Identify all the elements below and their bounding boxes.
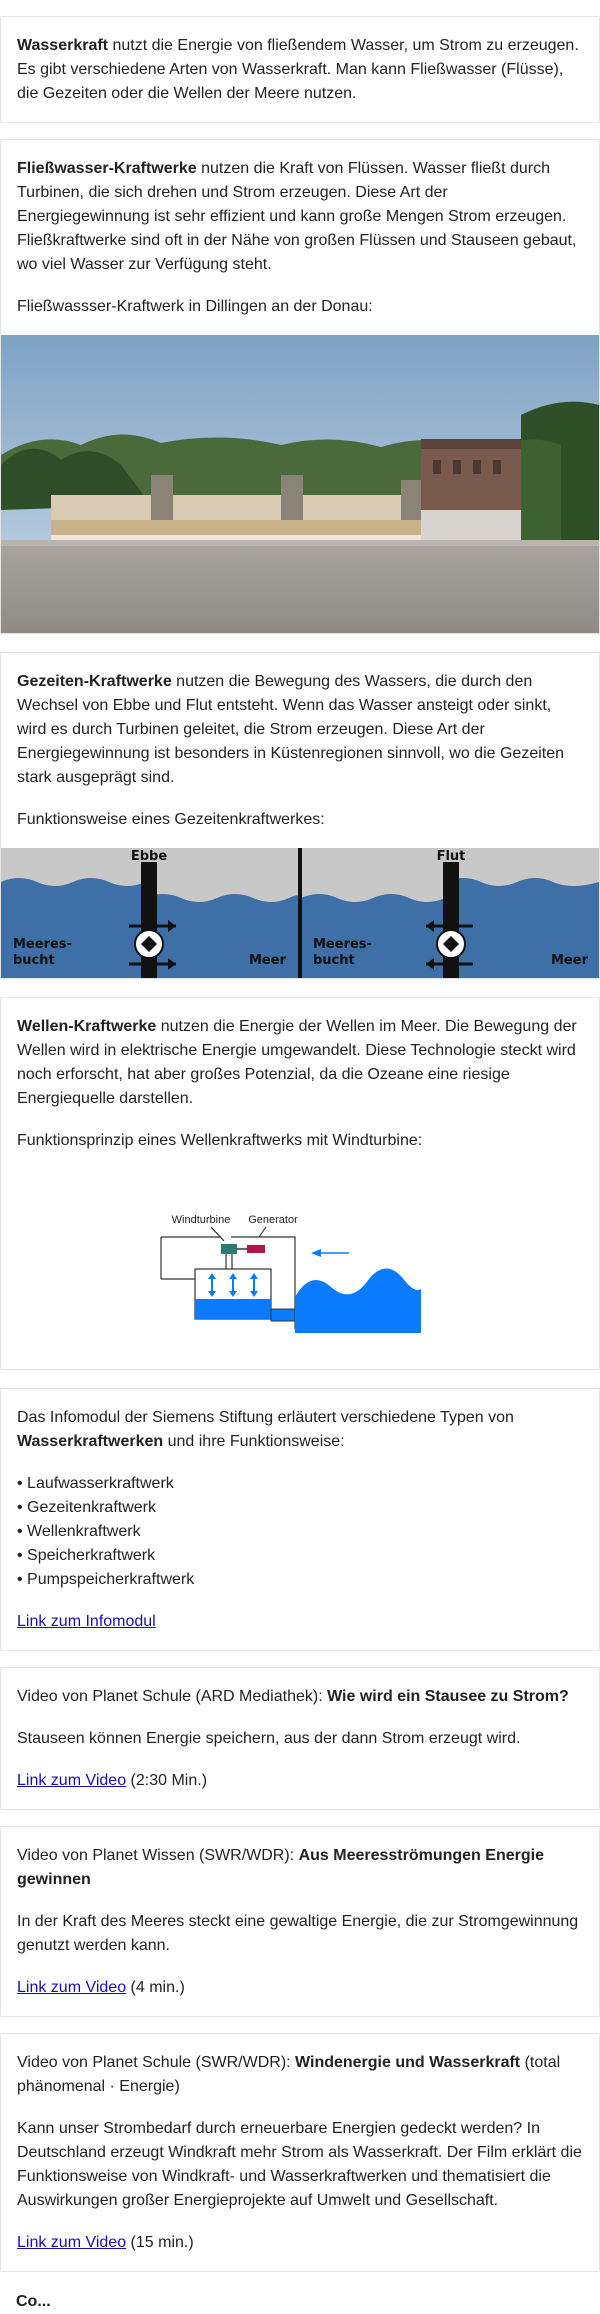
video2-link-line: [17, 1976, 583, 2000]
video1-source: Video von Planet Schule (ARD Mediathek):: [17, 1688, 328, 1705]
video1-heading: [17, 1685, 583, 1709]
generator-icon: [247, 1245, 265, 1253]
tidal-bold: Gezeiten-Kraftwerke: [17, 673, 172, 690]
wave-bold: Wellen-Kraftwerke: [17, 1018, 157, 1035]
tidal-right-title: Flut: [436, 849, 466, 864]
video3-title: Windenergie und Wasserkraft: [295, 2054, 521, 2071]
list-item: • Laufwasserkraftwerk: [17, 1475, 174, 1492]
infomodul-card: [0, 1388, 600, 1651]
infomodul-text-before: Das Infomodul der Siemens Stiftung erläutert verschiedene Typen von: [17, 1409, 514, 1426]
tidal-right-sea: Meer: [551, 953, 588, 968]
video1-duration: (2:30 Min.): [126, 1772, 208, 1789]
tidal-left-bay-2: bucht: [13, 953, 55, 968]
wave-caption: Funktionsprinzip eines Wellenkraftwerks mit Windturbine:: [17, 1132, 423, 1149]
flow-caption: Fließwassser-Kraftwerk in Dillingen an der Donau:: [17, 298, 373, 315]
flow-bold: Fließwasser-Kraftwerke: [17, 160, 197, 177]
video3-link[interactable]: Link zum Video: [17, 2234, 127, 2251]
video3-link-line: [17, 2231, 583, 2255]
tidal-left-bay-1: Meeres-: [13, 937, 72, 952]
video1-link-line: [17, 1769, 583, 1793]
infomodul-paragraph: [17, 1406, 583, 1454]
video3-duration: (15 min.): [126, 2234, 194, 2251]
video3-card: [0, 2033, 600, 2272]
infomodul-link[interactable]: Link zum Infomodul: [17, 1613, 156, 1630]
video1-description: Stauseen können Energie speichern, aus der dann Strom erzeugt wird.: [17, 1730, 521, 1747]
tidal-right-bay-1: Meeres-: [313, 937, 372, 952]
wave-paragraph: [17, 1015, 583, 1111]
list-item: • Wellenkraftwerk: [17, 1523, 141, 1540]
video1-title: Wie wird ein Stausee zu Strom?: [327, 1688, 569, 1705]
trailing-heading: Co...: [16, 2293, 51, 2310]
intro-paragraph: [17, 34, 583, 106]
flow-card: [0, 139, 600, 634]
video2-source: Video von Planet Wissen (SWR/WDR):: [17, 1847, 299, 1864]
wind-turbine-icon: [221, 1244, 237, 1254]
video2-link[interactable]: Link zum Video: [17, 1979, 127, 1996]
video2-title: Aus Meeresströmungen Energie gewinnen: [17, 1847, 544, 1888]
tidal-paragraph: [17, 670, 583, 790]
video2-description: In der Kraft des Meeres steckt eine gewaltige Energie, die zur Stromgewinnung genutzt werden kann.: [17, 1913, 579, 1954]
infomodul-list: [17, 1472, 583, 1592]
intro-bold: Wasserkraft: [17, 37, 109, 54]
intro-card: [0, 16, 600, 123]
tidal-left-title: Ebbe: [130, 849, 168, 864]
tidal-right-bay-2: bucht: [313, 953, 355, 968]
video3-heading: [17, 2051, 583, 2099]
video3-title-suffix: (total phänomenal · Energie): [17, 2054, 561, 2095]
wave-card: [0, 997, 600, 1370]
flow-paragraph: [17, 157, 583, 277]
list-item: • Speicherkraftwerk: [17, 1547, 156, 1564]
tidal-left-sea: Meer: [249, 953, 286, 968]
video1-card: [0, 1667, 600, 1810]
video3-description: Kann unser Strombedarf durch erneuerbare Energien gedeckt werden? In Deutschland erzeugt Windkraft mehr Strom als Wasserkraft. Der Film erklärt die Funktionsweise von Windkraft- und Wasserkraftwerken und thematisiert die Auswirkungen großer Energieprojekte auf Umwelt und Gesellschaft.: [17, 2120, 582, 2209]
tidal-card: [0, 652, 600, 979]
list-item: • Pumpspeicherkraftwerk: [17, 1571, 195, 1588]
tidal-caption: Funktionsweise eines Gezeitenkraftwerkes:: [17, 811, 325, 828]
wave-diagram: [1, 1169, 599, 1369]
video3-source: Video von Planet Schule (SWR/WDR):: [17, 2054, 296, 2071]
video2-heading: [17, 1844, 583, 1892]
wave-generator-label: Generator: [248, 1214, 298, 1226]
tidal-text: nutzen die Bewegung des Wassers, die durch den Wechsel von Ebbe und Flut entsteht. Wenn das Wasser ansteigt oder sinkt, wird es durch Turbinen geleitet, die Strom erzeugen. Diese Art der Energiegewinnung ist besonders in Küstenregionen sinnvoll, wo die Gezeiten stark ausgeprägt sind.: [17, 673, 565, 786]
video2-card: [0, 1826, 600, 2017]
infomodul-bold: Wasserkraftwerken: [17, 1433, 164, 1450]
intro-text: nutzt die Energie von fließendem Wasser, um Strom zu erzeugen. Es gibt verschiedene Arten von Wasserkraft. Man kann Fließwasser (Flüsse), die Gezeiten oder die Wellen der Meere nutzen.: [17, 37, 579, 102]
dam-photo: [1, 335, 599, 633]
tidal-diagram: [1, 848, 599, 978]
flow-text: nutzen die Kraft von Flüssen. Wasser fließt durch Turbinen, die sich drehen und Strom erzeugen. Diese Art der Energiegewinnung ist sehr effizient und kann große Mengen Strom erzeugen. Fließkraftwerke sind oft in der Nähe von großen Flüssen und Stauseen gebaut, wo viel Wasser zur Verfügung steht.: [17, 160, 577, 273]
video1-link[interactable]: Link zum Video: [17, 1772, 127, 1789]
wave-text: nutzen die Energie der Wellen im Meer. Die Bewegung der Wellen wird in elektrische Energie umgewandelt. Diese Technologie steckt wird noch erforscht, hat aber großes Potenzial, da die Ozeane eine riesige Energiequelle darstellen.: [17, 1018, 577, 1107]
video2-duration: (4 min.): [126, 1979, 185, 1996]
wave-turbine-label: Windturbine: [171, 1214, 231, 1226]
list-item: • Gezeitenkraftwerk: [17, 1499, 156, 1516]
infomodul-text-after: und ihre Funktionsweise:: [163, 1433, 345, 1450]
